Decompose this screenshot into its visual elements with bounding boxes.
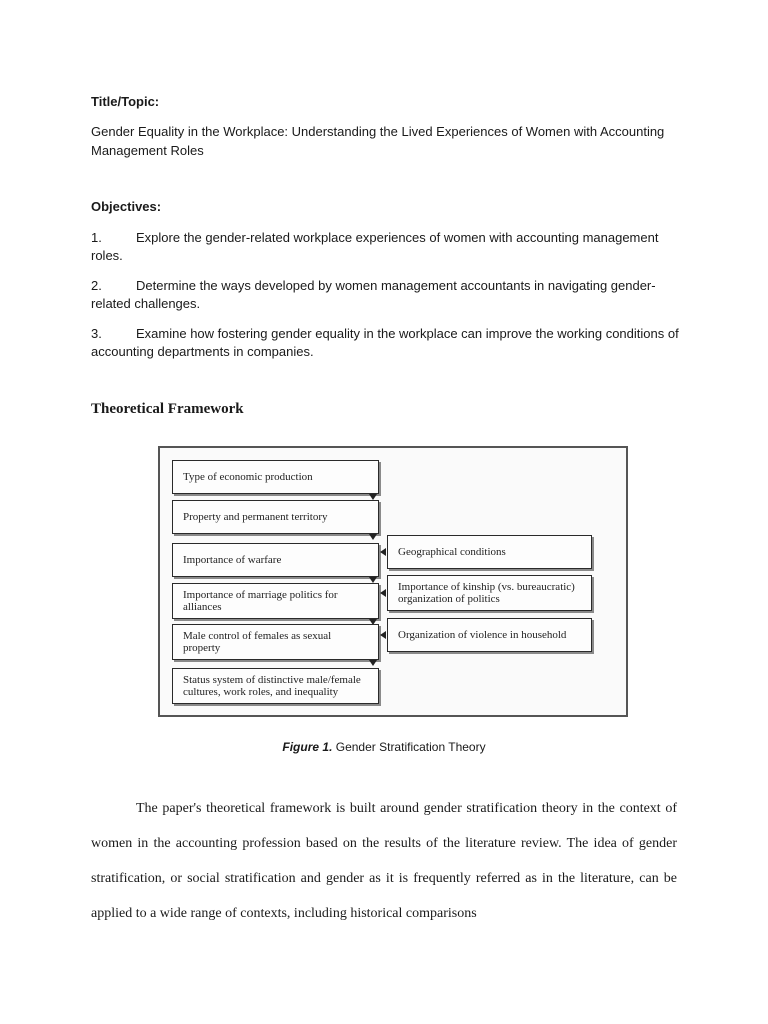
figure-box-warfare: Importance of warfare — [172, 543, 379, 577]
objective-item — [91, 325, 681, 361]
figure-caption-text: Gender Stratification Theory — [332, 740, 486, 754]
arrow-down-icon — [369, 660, 377, 666]
figure-box-property-territory: Property and permanent territory — [172, 500, 379, 534]
figure-caption-label: Figure 1. — [282, 740, 333, 754]
figure-box-male-control: Male control of females as sexual property — [172, 624, 379, 660]
title-text: Gender Equality in the Workplace: Understanding the Lived Experiences of Women with Accounting Management Roles — [91, 124, 665, 158]
body-paragraph: The paper's theoretical framework is built around gender stratification theory in the context of women in the accounting profession based on the results of the literature review. The idea of gender stratification, or social stratification and gender as it is frequently referred as in the literature, can be applied to a wide range of contexts, including historical comparisons — [91, 801, 677, 921]
objectives-label: Objectives: — [91, 199, 162, 214]
objective-text: Examine how fostering gender equality in the workplace can improve the working conditions of accounting departments in companies. — [91, 326, 679, 359]
gender-stratification-figure — [158, 446, 628, 717]
figure-box-violence-household: Organization of violence in household — [387, 618, 592, 652]
figure-box-status-system: Status system of distinctive male/female cultures, work roles, and inequality — [172, 668, 379, 704]
arrow-left-icon — [380, 589, 386, 597]
figure-box-geographical-conditions: Geographical conditions — [387, 535, 592, 569]
figure-box-kinship-organization: Importance of kinship (vs. bureaucratic) organization of politics — [387, 575, 592, 611]
arrow-left-icon — [380, 548, 386, 556]
objective-text: Determine the ways developed by women management accountants in navigating gender-related challenges. — [91, 278, 656, 311]
arrow-left-icon — [380, 631, 386, 639]
objective-number: 3. — [91, 326, 102, 341]
objective-item — [91, 229, 681, 265]
objective-number: 2. — [91, 278, 102, 293]
arrow-down-icon — [369, 534, 377, 540]
figure-box-economic-production: Type of economic production — [172, 460, 379, 494]
objective-text: Explore the gender-related workplace experiences of women with accounting management roles. — [91, 230, 659, 263]
figure-caption — [0, 740, 768, 754]
section-heading: Theoretical Framework — [91, 401, 244, 417]
title-label: Title/Topic: — [91, 94, 160, 109]
objective-item — [91, 277, 681, 313]
figure-box-marriage-politics: Importance of marriage politics for alliances — [172, 583, 379, 619]
objective-number: 1. — [91, 230, 102, 245]
